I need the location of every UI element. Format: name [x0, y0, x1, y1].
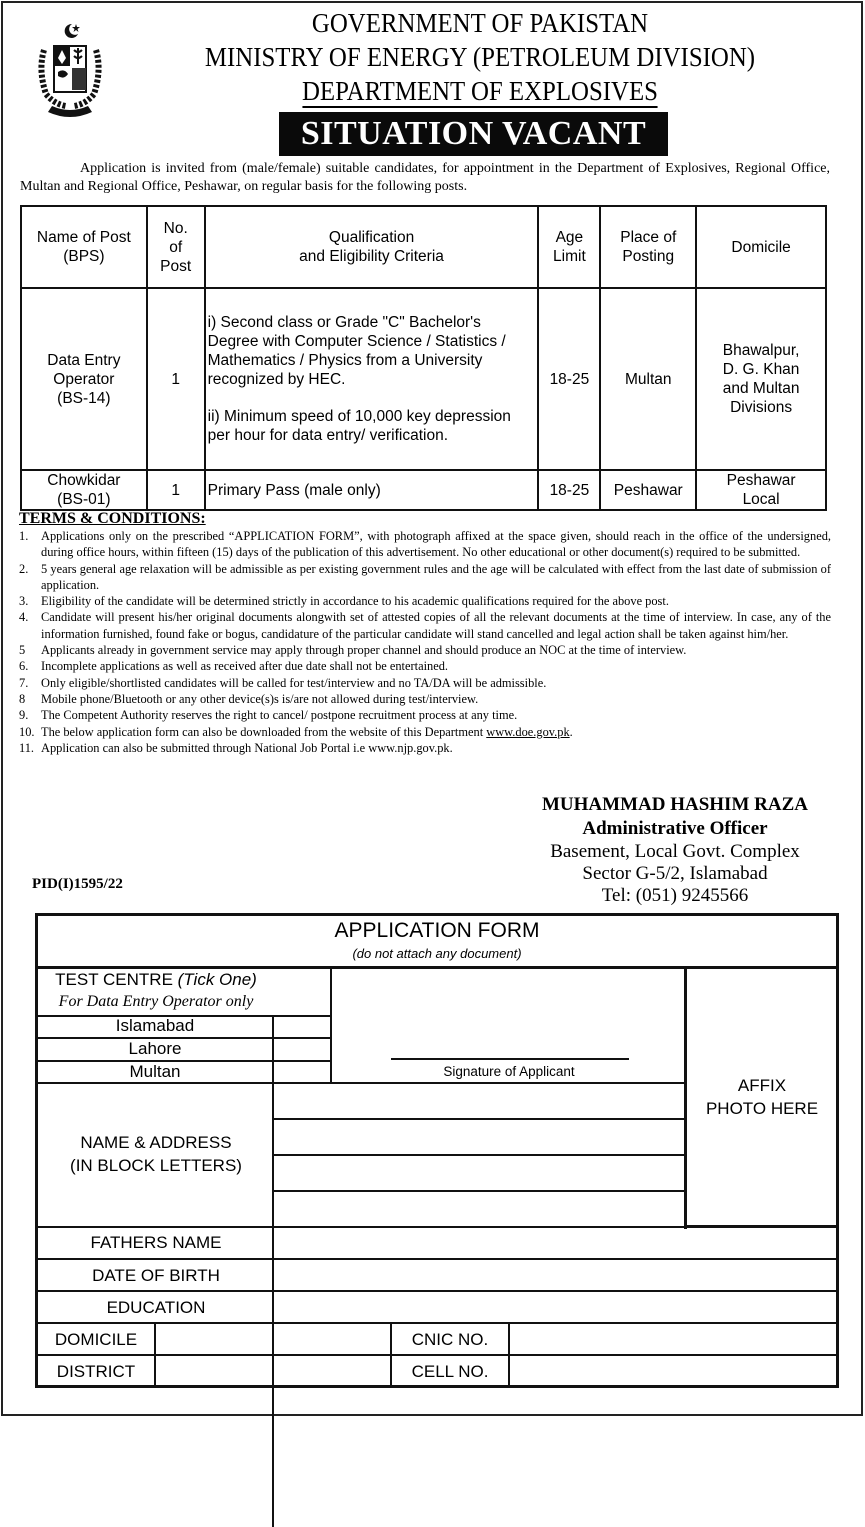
fathers-name-label: FATHERS NAME	[90, 1233, 222, 1252]
officer-telephone: Tel: (051) 9245566	[601, 885, 749, 906]
posts-table	[20, 205, 827, 511]
district-label: DISTRICT	[56, 1362, 136, 1381]
post-qualification: Primary Pass (male only)	[205, 470, 539, 510]
term-item: 1. Applications only on the prescribed “APPLICATION FORM”, with photograph affixed at the space given, should reach in the office of the undersigned, during office hours, within fifteen (15) days of the publication of this advertisement. No other educational or other document(s) required to be submitted.	[19, 529, 831, 560]
test-centre-title: TEST CENTRE (Tick One)	[55, 970, 257, 989]
post-place: Peshawar	[600, 470, 696, 510]
header-place-of-posting: Place of Posting	[600, 206, 696, 288]
post-count: 1	[147, 288, 205, 470]
education-input[interactable]	[274, 1292, 836, 1322]
pid-number: PID(I)1595/22	[32, 876, 123, 892]
situation-vacant-banner: SITUATION VACANT	[279, 112, 668, 156]
post-name: Chowkidar (BS-01)	[21, 470, 147, 510]
name-address-label: NAME & ADDRESS (IN BLOCK LETTERS)	[70, 1133, 242, 1175]
table-header-row	[21, 206, 826, 288]
cnic-label: CNIC NO.	[411, 1330, 489, 1349]
post-qualification: i) Second class or Grade "C" Bachelor's Degree with Computer Science / Statistics / Mathematics / Physics from a University recognized by HEC. ii) Minimum speed of 10,000 key depression per hour for data entry/ verification.	[205, 288, 539, 470]
header-name-of-post: Name of Post (BPS)	[21, 206, 147, 288]
district-input[interactable]	[156, 1356, 390, 1386]
name-address-line-2-input[interactable]	[274, 1120, 684, 1154]
fathers-name-input[interactable]	[274, 1228, 836, 1258]
term-item: 10. The below application form can also be downloaded from the website of this Department www.doe.gov.pk.	[19, 724, 573, 739]
post-place: Multan	[600, 288, 696, 470]
cell-label: CELL NO.	[411, 1362, 489, 1381]
term-item: 6. Incomplete applications as well as received after due date shall not be entertained.	[19, 659, 448, 674]
department-name: DEPARTMENT OF EXPLOSIVES	[301, 76, 658, 106]
centre-islamabad-label: Islamabad	[115, 1016, 195, 1035]
table-row	[21, 288, 826, 470]
domicile-label: DOMICILE	[54, 1330, 138, 1349]
term-item: 4. Candidate will present his/her original documents alongwith set of attested copies of all the relevant documents at the time of interview. In case, any of the information furnished, found fake or bogus, candidature of the particular candidate will stand cancelled and legal action shall be taken against him/her.	[19, 610, 831, 641]
name-address-line-3-input[interactable]	[274, 1156, 684, 1190]
term-item: 11. Application can also be submitted through National Job Portal i.e www.njp.gov.pk.	[19, 740, 453, 755]
term-item: 5 Applicants already in government service may apply through proper channel and should produce an NOC at the time of interview.	[19, 643, 687, 658]
post-count: 1	[147, 470, 205, 510]
centre-multan-label: Multan	[129, 1062, 181, 1081]
term-item: 7. Only eligible/shortlisted candidates will be called for test/interview and no TA/DA will be admissible.	[19, 675, 547, 690]
signature-caption: Signature of Applicant	[443, 1064, 575, 1079]
officer-title: Administrative Officer	[582, 818, 768, 839]
table-row	[21, 470, 826, 510]
tick-multan-checkbox[interactable]	[274, 1062, 330, 1082]
post-name: Data Entry Operator (BS-14)	[21, 288, 147, 470]
term-item: 8 Mobile phone/Bluetooth or any other device(s)s is/are not allowed during test/interview.	[19, 691, 479, 706]
officer-address-1: Basement, Local Govt. Complex	[550, 841, 800, 862]
name-address-line-1-input[interactable]	[274, 1084, 684, 1118]
term-item: 3. Eligibility of the candidate will be determined strictly in accordance to his academic qualifications required for the above post.	[19, 594, 669, 609]
intro-paragraph: Application is invited from (male/female) suitable candidates, for appointment in the Department of Explosives, Regional Office, Multan and Regional Office, Peshawar, on regular basis for the following posts.	[20, 161, 830, 194]
name-address-line-4-input[interactable]	[274, 1192, 684, 1226]
test-centre-subtitle: For Data Entry Operator only	[58, 993, 254, 1010]
terms-list	[19, 528, 831, 756]
cell-input[interactable]	[510, 1356, 836, 1386]
post-domicile: Bhawalpur, D. G. Khan and Multan Divisions	[696, 288, 826, 470]
header-government: GOVERNMENT OF PAKISTAN	[311, 8, 649, 38]
header-ministry: MINISTRY OF ENERGY (PETROLEUM DIVISION)	[204, 42, 756, 72]
education-label: EDUCATION	[106, 1298, 206, 1317]
post-age: 18-25	[538, 470, 600, 510]
officer-address-2: Sector G-5/2, Islamabad	[582, 863, 768, 884]
date-of-birth-input[interactable]	[274, 1260, 836, 1290]
header-no-of-post: No. of Post	[147, 206, 205, 288]
cnic-input[interactable]	[510, 1324, 836, 1354]
doe-website-link[interactable]: www.doe.gov.pk	[486, 724, 570, 739]
officer-name: MUHAMMAD HASHIM RAZA	[542, 794, 808, 815]
tick-islamabad-checkbox[interactable]	[274, 1017, 330, 1037]
signature-line	[391, 1058, 629, 1060]
header-domicile: Domicile	[696, 206, 826, 288]
term-item: 9. The Competent Authority reserves the right to cancel/ postpone recruitment process at any time.	[19, 708, 518, 723]
domicile-input[interactable]	[156, 1324, 390, 1354]
header-age-limit: Age Limit	[538, 206, 600, 288]
date-of-birth-label: DATE OF BIRTH	[92, 1266, 220, 1285]
state-emblem-icon	[32, 20, 108, 124]
terms-title: TERMS & CONDITIONS:	[19, 510, 206, 527]
form-subtitle: (do not attach any document)	[352, 946, 522, 961]
term-item: 2. 5 years general age relaxation will be admissible as per existing government rules and the age will be calculated with effect from the last date of submission of application.	[19, 561, 831, 592]
application-form	[35, 913, 839, 1388]
post-domicile: Peshawar Local	[696, 470, 826, 510]
affix-photo-label: AFFIX PHOTO HERE	[705, 1076, 819, 1118]
header-department	[186, 76, 775, 107]
form-title: APPLICATION FORM	[334, 919, 540, 942]
tick-lahore-checkbox[interactable]	[274, 1039, 330, 1060]
post-age: 18-25	[538, 288, 600, 470]
centre-lahore-label: Lahore	[128, 1039, 182, 1058]
header-qualification: Qualification and Eligibility Criteria	[205, 206, 539, 288]
